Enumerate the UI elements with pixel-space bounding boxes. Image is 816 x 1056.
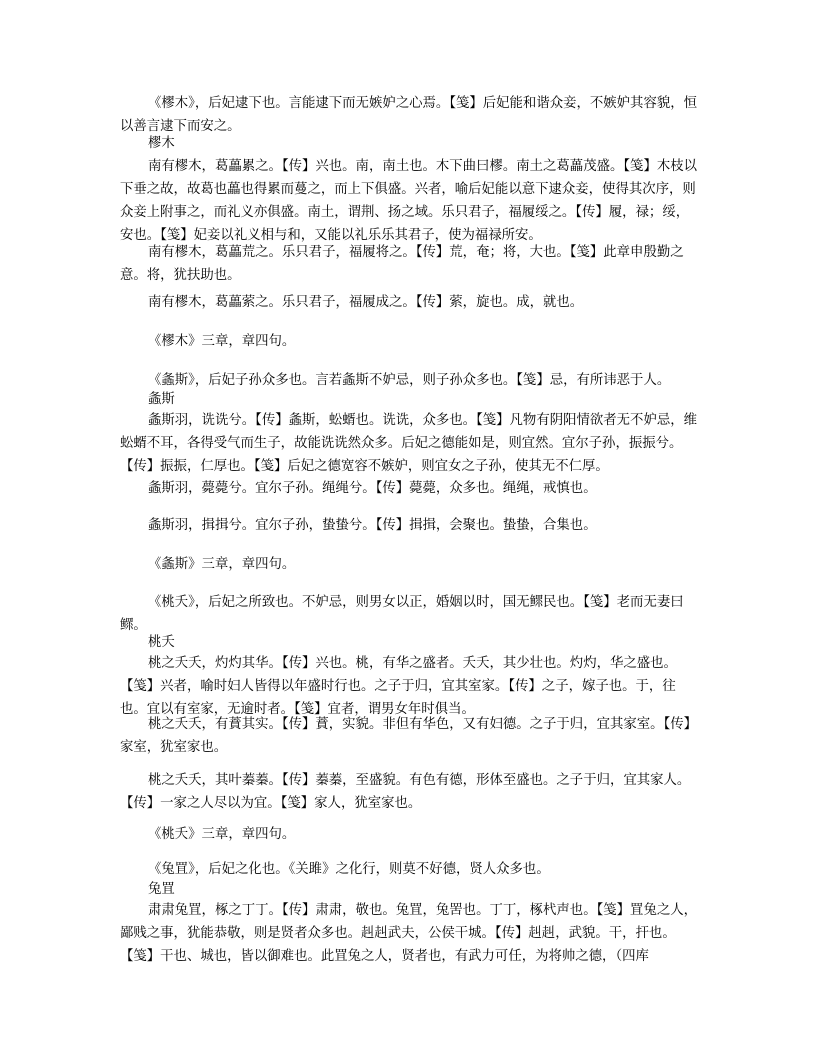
paragraph-jiumu-stanza-3: 南有樛木，葛藟萦之。乐只君子，福履成之。【传】萦，旋也。成，就也。 — [148, 295, 584, 310]
paragraph-taoyao-stanza-1: 桃之夭夭，灼灼其华。【传】兴也。桃，有华之盛者。夭夭，其少壮也。灼灼，华之盛也。【笺】兴者，喻时妇人皆得以年盛时行也。之子于归，宜其室家。【传】之子，嫁子也。于，往也。宜以有室家，无逾时者。【笺】宜者，谓男女年时俱当。 — [120, 656, 677, 717]
paragraph-jiumu-stanza-1: 南有樛木，葛藟累之。【传】兴也。南，南土也。木下曲曰樛。南土之葛藟茂盛。【笺】木枝以下垂之故，故葛也藟也得累而蔓之，而上下俱盛。兴者，喻后妃能以意下逮众妾，使得其次序，则众妾上附事之，而礼义亦俱盛。南土，谓荆、扬之域。乐只君子，福履绥之。【传】履，禄；绥，安也。【笺】妃妾以礼义相与和，又能以礼乐乐其君子，使为福禄所安。 — [120, 159, 698, 243]
paragraph-tuju-preface: 《兔罝》，后妃之化也。《关雎》之化行，则莫不好德，贤人众多也。 — [148, 862, 550, 877]
poem-title-taoyao: 桃夭 — [148, 635, 175, 650]
paragraph-zhongsi-stanza-3: 螽斯羽，揖揖兮。宜尔子孙，蛰蛰兮。【传】揖揖，会聚也。蛰蛰，合集也。 — [148, 518, 597, 533]
paragraph-jiumu-stanza-2: 南有樛木，葛藟荒之。乐只君子，福履将之。【传】荒，奄；将，大也。【笺】此章申殷勤之意。将，犹扶助也。 — [120, 245, 684, 283]
paragraph-zhongsi-stanza-1: 螽斯羽，诜诜兮。【传】螽斯，蚣蝑也。诜诜，众多也。【笺】凡物有阴阳情欲者无不妒忌，维蚣蝑不耳，各得受气而生子，故能诜诜然众多。后妃之德能如是，则宜然。宜尔子孙，振振兮。【传】振振，仁厚也。【笺】后妃之德宽容不嫉妒，则宜女之子孙，使其无不仁厚。 — [120, 413, 698, 474]
paragraph-jiumu-preface: 《樛木》，后妃逮下也。言能逮下而无嫉妒之心焉。【笺】后妃能和谐众妾，不嫉妒其容貌，恒以善言逮下而安之。 — [120, 96, 698, 134]
poem-title-zhongsi: 螽斯 — [148, 392, 175, 407]
poem-title-jiumu: 樛木 — [148, 136, 175, 151]
paragraph-zhongsi-stanza-2: 螽斯羽，薨薨兮。宜尔子孙。绳绳兮。【传】薨薨，众多也。绳绳，戒慎也。 — [148, 481, 597, 496]
paragraph-tuju-stanza-1: 肃肃兔罝，椓之丁丁。【传】肃肃，敬也。兔罝，兔罟也。丁丁，椓杙声也。【笺】罝兔之人，鄙贱之事，犹能恭敬，则是贤者众多也。赳赳武夫，公侯干城。【传】赳赳，武貌。干，扞也。【笺】干也、城也，皆以御难也。此罝兔之人，贤者也，有武力可任，为将帅之德，（四库 — [120, 903, 698, 964]
paragraph-taoyao-stanza-2: 桃之夭夭，有蕡其实。【传】蕡，实貌。非但有华色，又有妇德。之子于归，宜其家室。【传】家室，犹室家也。 — [120, 717, 698, 755]
paragraph-taoyao-stanza-3: 桃之夭夭，其叶蓁蓁。【传】蓁蓁，至盛貌。有色有德，形体至盛也。之子于归，宜其家人。【传】一家之人尽以为宜。【笺】家人，犹室家也。 — [120, 773, 691, 811]
paragraph-taoyao-summary: 《桃夭》三章，章四句。 — [148, 827, 296, 842]
poem-title-tuju: 兔罝 — [148, 882, 175, 897]
paragraph-zhongsi-preface: 《螽斯》，后妃子孙众多也。言若螽斯不妒忌，则子孙众多也。【笺】忌，有所讳恶于人。 — [148, 373, 671, 388]
paragraph-taoyao-preface: 《桃夭》，后妃之所致也。不妒忌，则男女以正，婚姻以时，国无鳏民也。【笺】老而无妻曰鳏。 — [120, 595, 684, 633]
paragraph-jiumu-summary: 《樛木》三章，章四句。 — [148, 334, 296, 349]
paragraph-zhongsi-summary: 《螽斯》三章，章四句。 — [148, 557, 296, 572]
